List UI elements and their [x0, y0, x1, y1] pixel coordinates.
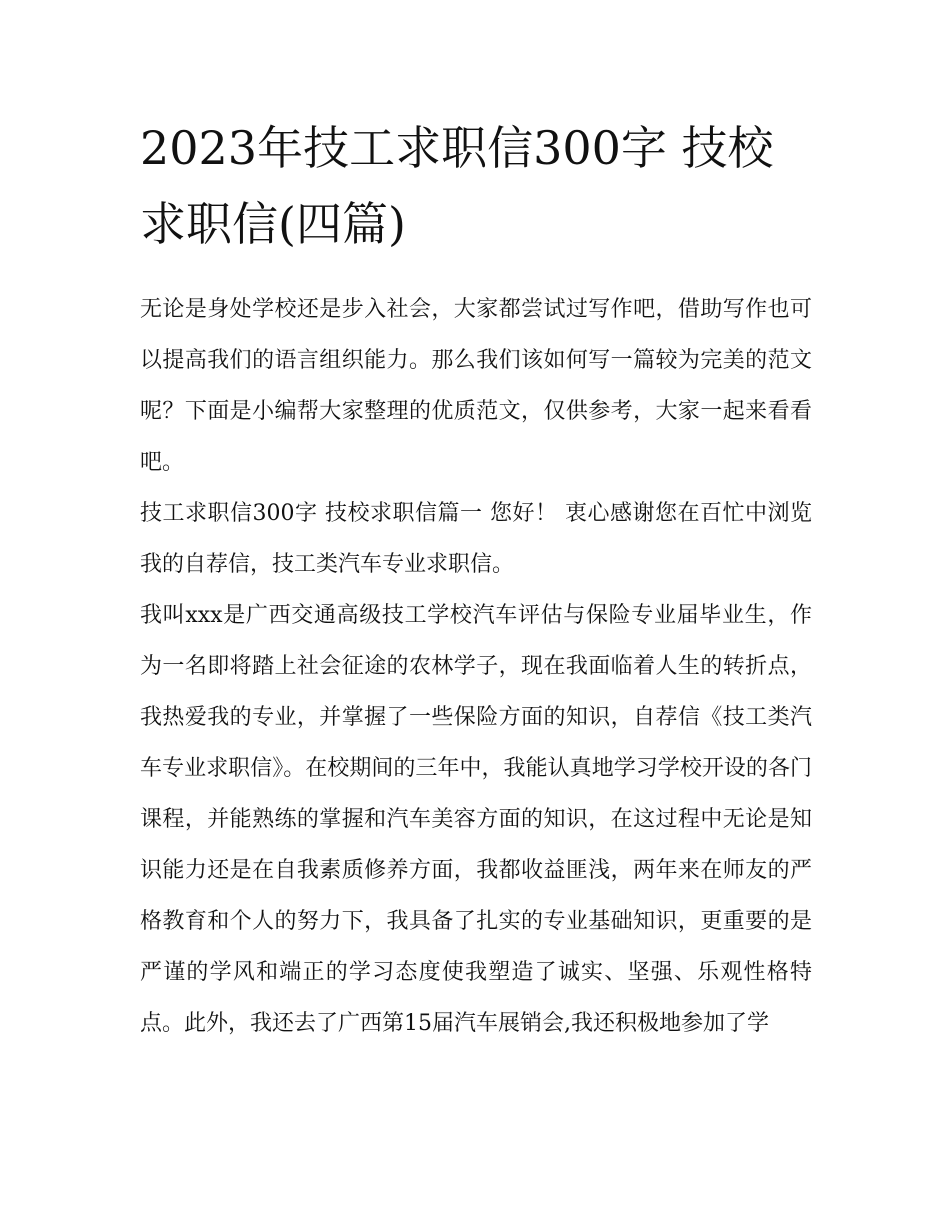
letter-body-paragraph: 我叫xxx是广西交通高级技工学校汽车评估与保险专业届毕业生，作为一名即将踏上社会征途的农林学子，现在我面临着人生的转折点，我热爱我的专业，并掌握了一些保险方面的知识，自荐信《技工类汽车专业求职信》。在校期间的三年中，我能认真地学习学校开设的各门课程，并能熟练的掌握和汽车美容方面的知识，在这过程中无论是知识能力还是在自我素质修养方面，我都收益匪浅，两年来在师友的严格教育和个人的努力下，我具备了扎实的专业基础知识，更重要的是严谨的学风和端正的学习态度使我塑造了诚实、坚强、乐观性格特点。此外，我还去了广西第15届汽车展销会,我还积极地参加了学 — [140, 603, 812, 1036]
intro-paragraph: 无论是身处学校还是步入社会，大家都尝试过写作吧，借助写作也可以提高我们的语言组织能力。那么我们该如何写一篇较为完美的范文呢？下面是小编帮大家整理的优质范文，仅供参考，大家一起来看看吧。 — [140, 297, 812, 475]
letter-heading-paragraph: 技工求职信300字 技校求职信篇一 您好！ 衷心感谢您在百忙中浏览我的自荐信，技工类汽车专业求职信。 — [140, 501, 812, 577]
document-page — [140, 110, 812, 1049]
document-title: 2023年技工求职信300字 技校求职信(四篇) — [140, 121, 774, 251]
